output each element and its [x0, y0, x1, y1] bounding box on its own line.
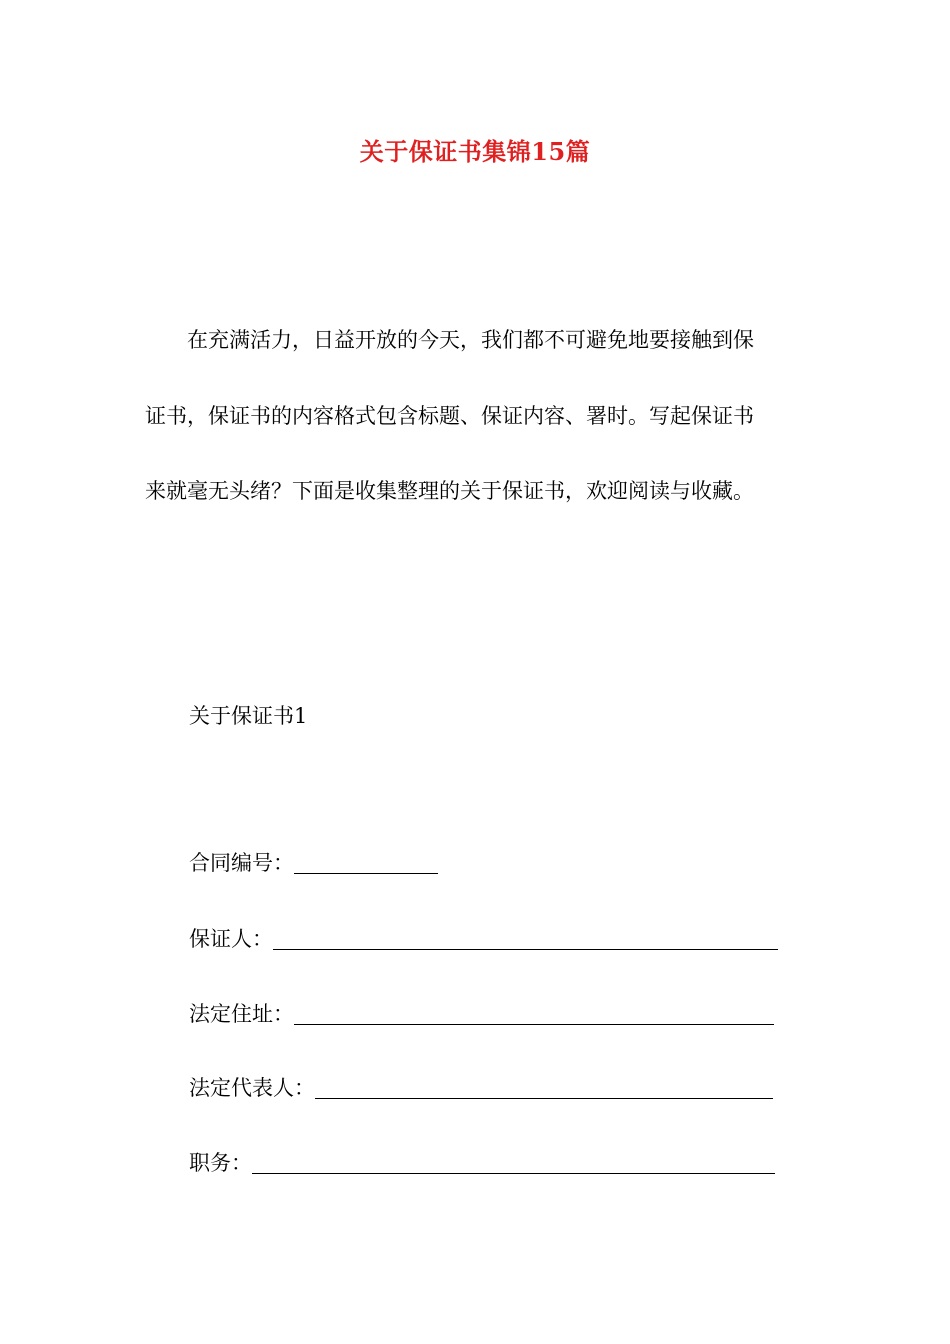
- intro-paragraph-line-2: 证书，保证书的内容格式包含标题、保证内容、署时。写起保证书: [145, 404, 754, 428]
- field-blank-legal-address[interactable]: [294, 1002, 774, 1025]
- intro-paragraph-line-3: 来就毫无头绪？下面是收集整理的关于保证书，欢迎阅读与收藏。: [145, 479, 754, 503]
- field-label-legal-representative: 法定代表人：: [189, 1076, 315, 1100]
- field-position: [189, 1148, 775, 1178]
- field-blank-guarantor[interactable]: [273, 927, 778, 950]
- field-guarantor: [189, 924, 778, 954]
- section-heading: 关于保证书1: [189, 704, 308, 728]
- field-blank-legal-representative[interactable]: [315, 1076, 773, 1099]
- document-title: 关于保证书集锦15篇: [359, 137, 591, 166]
- intro-paragraph-line-1: 在充满活力，日益开放的今天，我们都不可避免地要接触到保: [187, 328, 754, 352]
- field-blank-contract-number[interactable]: [294, 851, 438, 874]
- field-blank-position[interactable]: [252, 1151, 775, 1174]
- field-label-guarantor: 保证人：: [189, 927, 273, 951]
- field-legal-address: [189, 999, 774, 1029]
- field-label-legal-address: 法定住址：: [189, 1002, 294, 1026]
- field-label-contract-number: 合同编号：: [189, 851, 294, 875]
- field-legal-representative: [189, 1073, 773, 1103]
- field-label-position: 职务：: [189, 1151, 252, 1175]
- field-contract-number: [189, 848, 438, 878]
